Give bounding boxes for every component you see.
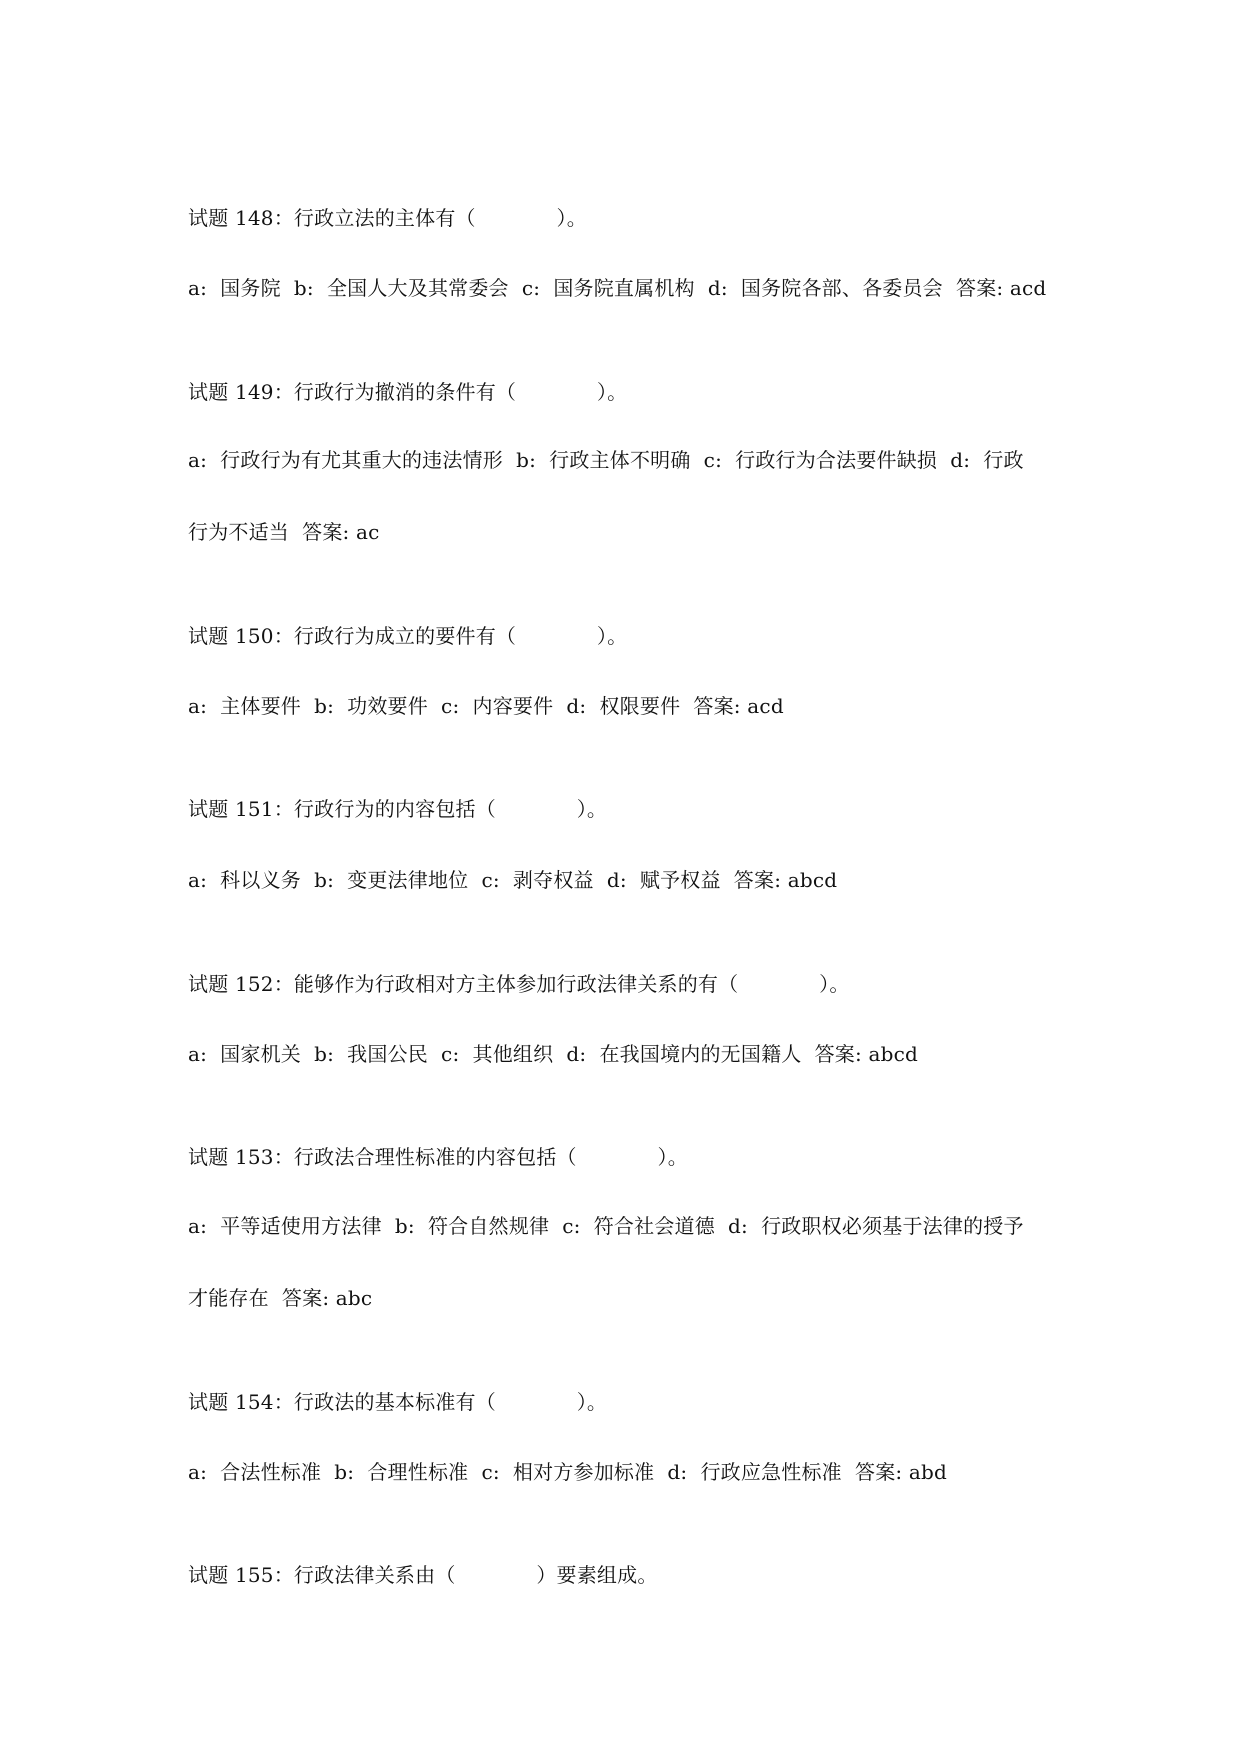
question-152: 试题 152：能够作为行政相对方主体参加行政法律关系的有（ ）。 (188, 972, 850, 996)
question-149: 试题 149：行政行为撤消的条件有（ ）。 (188, 380, 628, 404)
options-152: a: 国家机关 b: 我国公民 c: 其他组织 d: 在我国境内的无国籍人 答案: abcd (188, 1042, 919, 1066)
options-154: a: 合法性标准 b: 合理性标准 c: 相对方参加标准 d: 行政应急性标准 答案: abd (188, 1460, 948, 1484)
options-148: a: 国务院 b: 全国人大及其常委会 c: 国务院直属机构 d: 国务院各部、各委员会 答案: acd (188, 276, 1047, 300)
question-148: 试题 148：行政立法的主体有（ ）。 (188, 206, 587, 230)
question-155: 试题 155：行政法律关系由（ ）要素组成。 (188, 1563, 658, 1587)
options-149-cont: 行为不适当 答案: ac (188, 520, 380, 544)
options-153: a: 平等适使用方法律 b: 符合自然规律 c: 符合社会道德 d: 行政职权必须基于法律的授予 (188, 1214, 1024, 1238)
question-151: 试题 151：行政行为的内容包括（ ）。 (188, 797, 608, 821)
options-153-cont: 才能存在 答案: abc (188, 1286, 373, 1310)
question-154: 试题 154：行政法的基本标准有（ ）。 (188, 1390, 608, 1414)
question-150: 试题 150：行政行为成立的要件有（ ）。 (188, 624, 628, 648)
question-153: 试题 153：行政法合理性标准的内容包括（ ）。 (188, 1145, 688, 1169)
options-151: a: 科以义务 b: 变更法律地位 c: 剥夺权益 d: 赋予权益 答案: abcd (188, 868, 838, 892)
options-150: a: 主体要件 b: 功效要件 c: 内容要件 d: 权限要件 答案: acd (188, 694, 784, 718)
options-149: a: 行政行为有尤其重大的违法情形 b: 行政主体不明确 c: 行政行为合法要件缺损 d: 行政 (188, 448, 1024, 472)
